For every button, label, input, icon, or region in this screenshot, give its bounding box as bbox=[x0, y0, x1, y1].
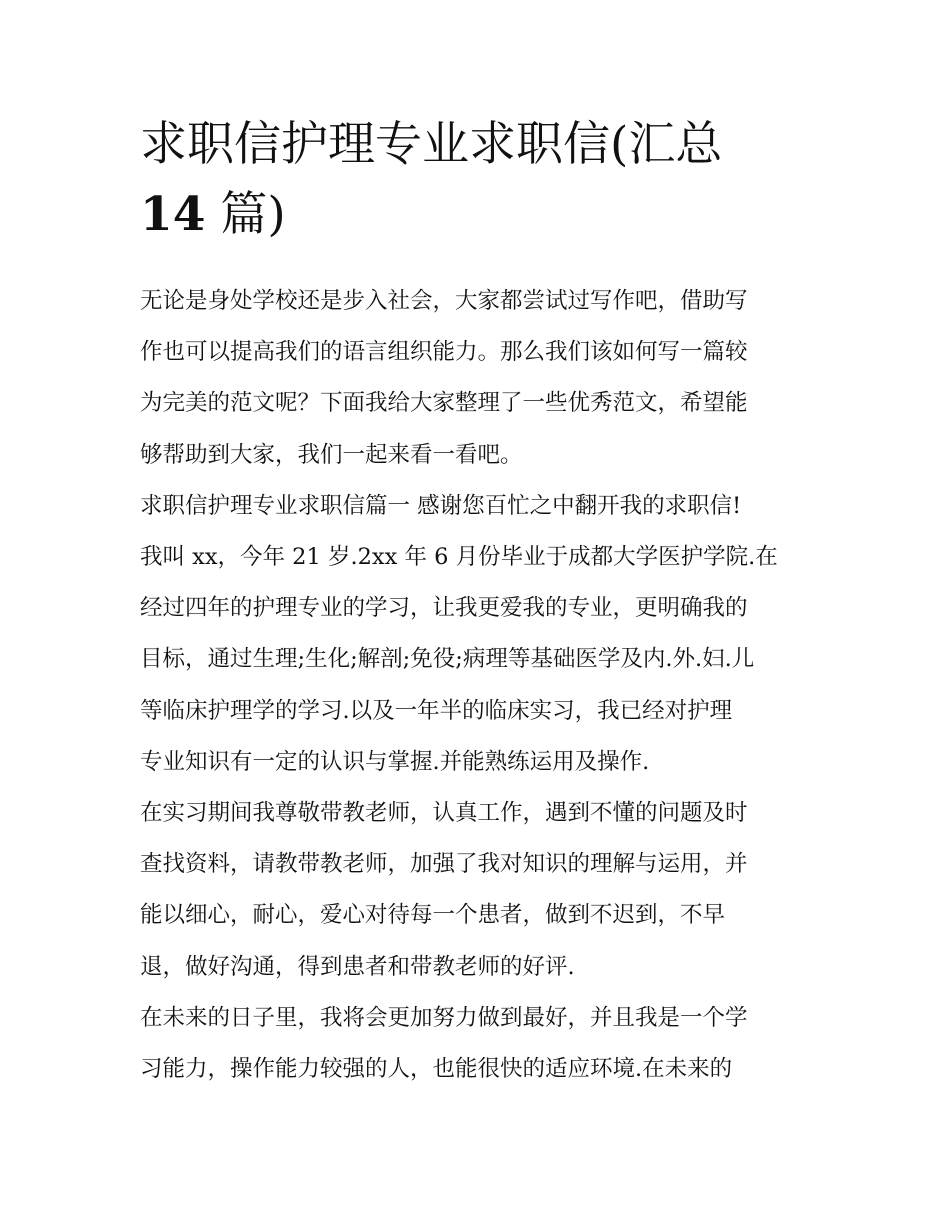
title-number: 14 bbox=[140, 187, 206, 242]
paragraph-line: 专业知识有一定的认识与掌握.并能熟练运用及操作. bbox=[140, 748, 650, 775]
paragraph-line: 在未来的日子里，我将会更加努力做到最好，并且我是一个学 bbox=[140, 1004, 748, 1031]
paragraph-line: 目标，通过生理;生化;解剖;免役;病理等基础医学及内.外.妇.儿 bbox=[140, 646, 755, 673]
paragraph-internship bbox=[140, 788, 820, 993]
paragraph-line: 求职信护理专业求职信篇一 感谢您百忙之中翻开我的求职信! bbox=[140, 492, 742, 519]
document-content bbox=[140, 110, 820, 1095]
paragraph-line: 习能力，操作能力较强的人，也能很快的适应环境.在未来的 bbox=[140, 1056, 733, 1083]
paragraph-line: 作也可以提高我们的语言组织能力。那么我们该如何写一篇较 bbox=[140, 339, 748, 366]
title-suffix: 篇) bbox=[205, 187, 286, 242]
paragraph-line: 能以细心，耐心，爱心对待每一个患者，做到不迟到，不早 bbox=[140, 902, 726, 929]
paragraph-line: 够帮助到大家，我们一起来看一看吧。 bbox=[140, 441, 523, 468]
paragraph-line: 退，做好沟通，得到患者和带教老师的好评. bbox=[140, 953, 575, 980]
paragraph-line: 无论是身处学校还是步入社会，大家都尝试过写作吧，借助写 bbox=[140, 288, 748, 314]
paragraph-line: 查找资料，请教带教老师，加强了我对知识的理解与运用，并 bbox=[140, 851, 748, 878]
paragraph-line: 为完美的范文呢？下面我给大家整理了一些优秀范文，希望能 bbox=[140, 390, 748, 417]
title-text: 求职信护理专业求职信(汇总 bbox=[140, 117, 723, 172]
paragraph-future bbox=[140, 993, 820, 1095]
paragraph-line: 经过四年的护理专业的学习，让我更爱我的专业，更明确我的 bbox=[140, 595, 748, 622]
paragraph-line: 在实习期间我尊敬带教老师，认真工作，遇到不懂的问题及时 bbox=[140, 800, 748, 827]
paragraph-letter-one bbox=[140, 481, 820, 788]
document-title bbox=[140, 110, 820, 250]
paragraph-line: 我叫 xx，今年 21 岁.2xx 年 6 月份毕业于成都大学医护学院.在 bbox=[140, 544, 778, 571]
paragraph-intro bbox=[140, 276, 820, 481]
paragraph-line: 等临床护理学的学习.以及一年半的临床实习，我已经对护理 bbox=[140, 697, 733, 724]
